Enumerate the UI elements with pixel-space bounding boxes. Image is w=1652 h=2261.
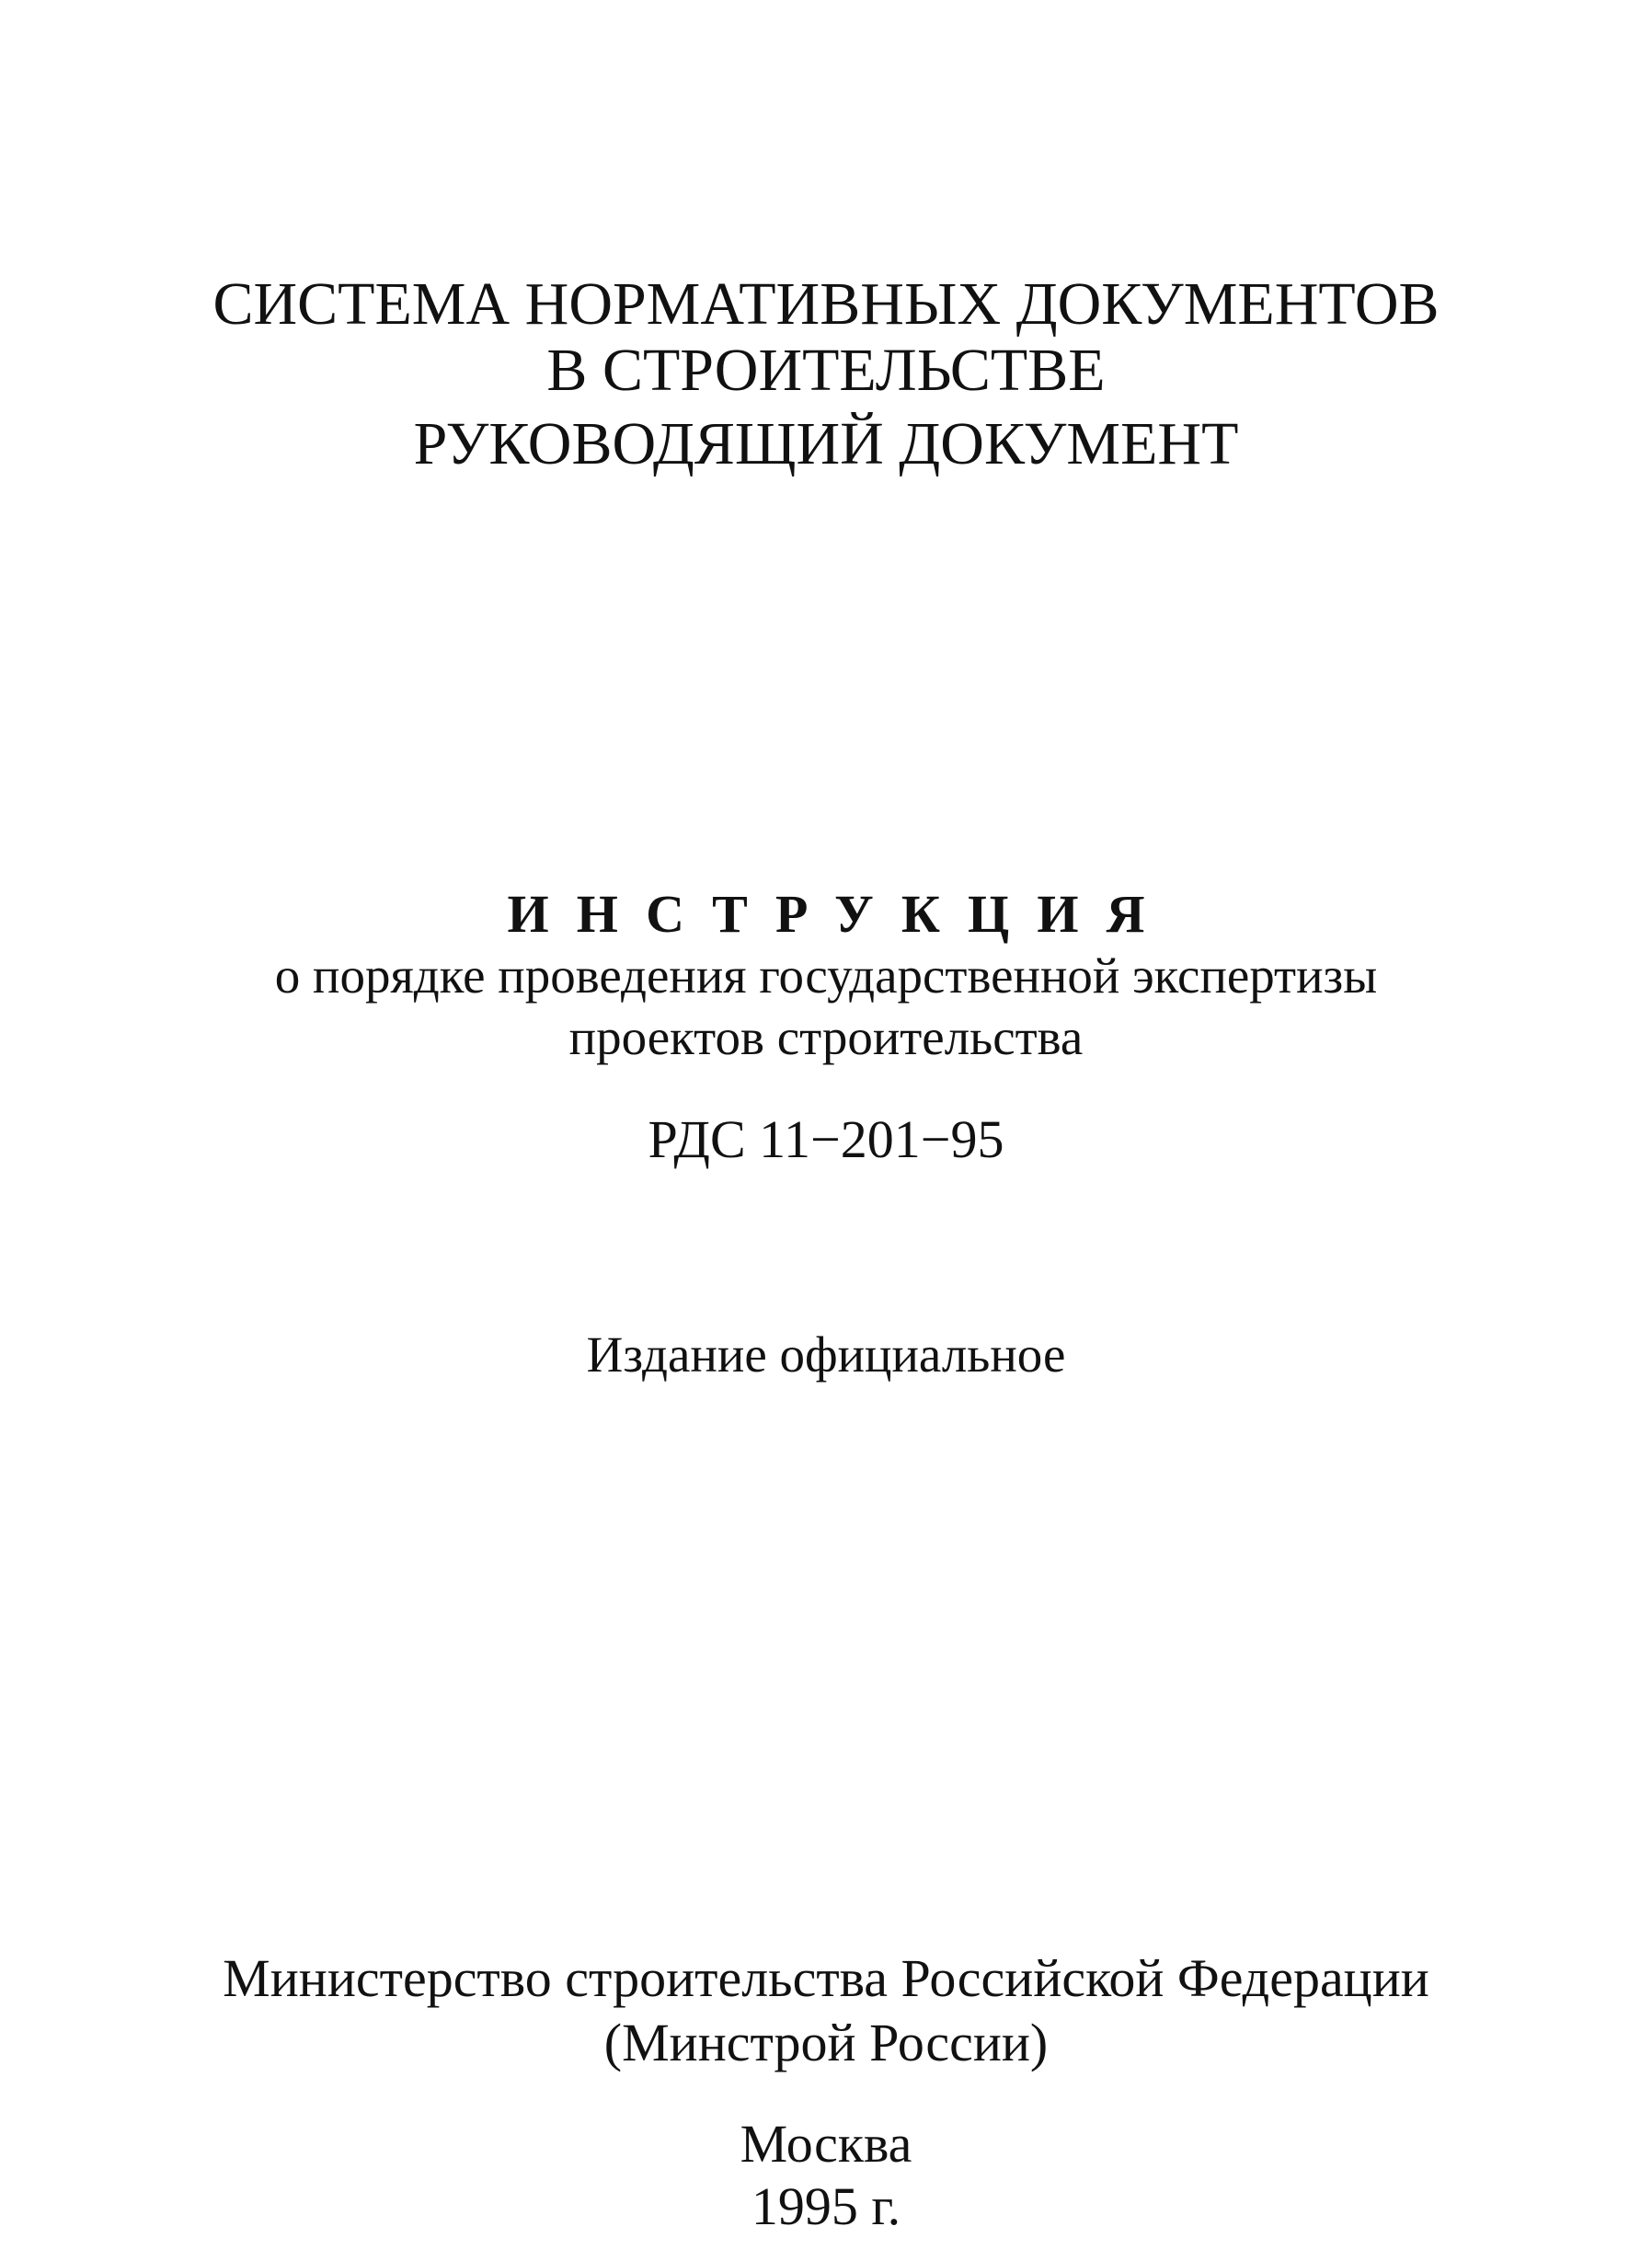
series-title-line1: СИСТЕМА НОРМАТИВНЫХ ДОКУМЕНТОВ [212,270,1440,338]
publisher-name: Министерство строительства Российской Федерации [223,1948,1429,2008]
edition-note: Издание официальное [586,1326,1066,1383]
document-code: РДС 11−201−95 [648,1109,1004,1169]
series-title-line2: В СТРОИТЕЛЬСТВЕ [546,337,1106,404]
imprint-year: 1995 г. [751,2176,901,2236]
document-subtitle-line2: проектов строительства [568,1009,1084,1065]
document-kind: РУКОВОДЯЩИЙ ДОКУМЕНТ [413,410,1239,477]
document-title: ИНСТРУКЦИЯ [507,884,1173,944]
imprint-city: Москва [740,2114,912,2174]
document-subtitle-line1: о порядке проведения государственной экспертизы [274,947,1378,1004]
publisher-abbreviation: (Минстрой России) [603,2013,1049,2072]
